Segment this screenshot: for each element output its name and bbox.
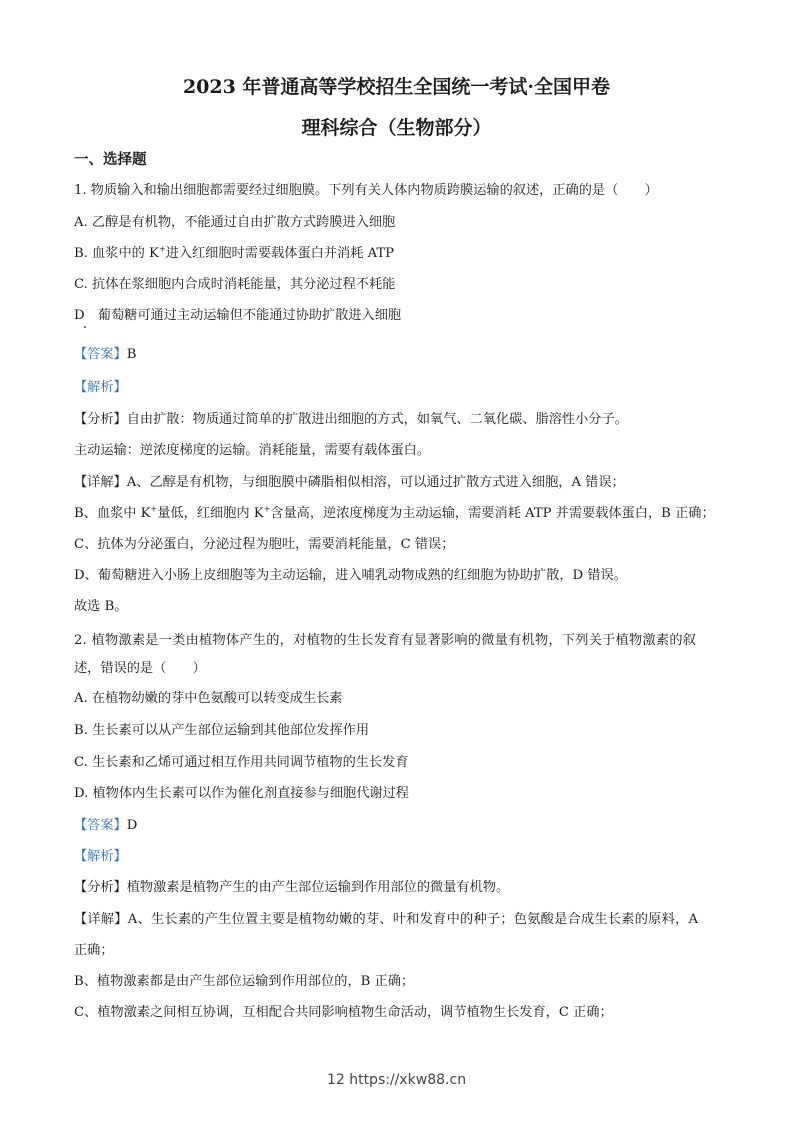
q2-stem-line1: 2. 植物激素是一类由植物体产生的，对植物的生长发育有显著影响的微量有机物，下列关于植物激素的叙 [74, 633, 697, 648]
detail-text: A、生长素的产生位置主要是植物幼嫩的芽、叶和发育中的种子；色氨酸是合成生长素的原料，A [127, 912, 699, 927]
q2-stem-line2: 述，错误的是（ ） [74, 661, 206, 676]
q2-detail-a-cont: 正确； [74, 943, 114, 958]
section-heading: 一、选择题 [74, 151, 147, 168]
fenxi-text: 自由扩散：物质通过简单的扩散进出细胞的方式，如氧气、二氧化碳、脂溶性小分子。 [126, 412, 628, 427]
q1-analysis-tag: 【解析】 [74, 380, 127, 395]
q1-detail-a [74, 474, 625, 492]
answer-tag: 【答案】 [74, 347, 127, 362]
q1-option-a: A. 乙醇是有机物，不能通过自由扩散方式跨膜进入细胞 [74, 215, 396, 230]
q2-option-a: A. 在植物幼嫩的芽中色氨酸可以转变成生长素 [74, 691, 343, 706]
q1-stem: 1. 物质输入和输出细胞都需要经过细胞膜。下列有关人体内物质跨膜运输的叙述，正确的是（ ） [74, 183, 658, 198]
detail-text: 量低，红细胞内 K [157, 506, 264, 521]
fenxi-text: 植物激素是植物产生的由产生部位运输到作用部位的微量有机物。 [126, 880, 510, 895]
q1-option-b-text-2: 进入红细胞时需要载体蛋白并消耗 ATP [165, 246, 395, 261]
superscript: + [263, 504, 271, 514]
q2-detail-b: B、植物激素都是由产生部位运输到作用部位的，B 正确； [74, 974, 415, 989]
q1-option-b-text: B. 血浆中的 K [74, 246, 159, 261]
page-subtitle: 理科综合（生物部分） [301, 117, 492, 139]
detail-text: A、乙醇是有机物，与细胞膜中磷脂相似相溶，可以通过扩散方式进入细胞，A 错误； [126, 475, 625, 490]
detail-text: B、血浆中 K [74, 506, 151, 521]
q1-answer [74, 346, 136, 364]
detail-text: 含量高，逆浓度梯度为主动运输，需要消耗 ATP 并需要载体蛋白，B 正确； [270, 506, 715, 521]
q1-active-transport: 主动运输：逆浓度梯度的运输。消耗能量，需要有载体蛋白。 [74, 443, 431, 458]
fenxi-tag: 【分析】 [74, 412, 127, 427]
xiangjie-tag: 【详解】 [74, 912, 128, 927]
q2-analysis-tag: 【解析】 [74, 849, 127, 864]
answer-tag: 【答案】 [74, 818, 127, 833]
q1-option-b [74, 245, 394, 263]
q2-detail-c: C、植物激素之间相互协调，互相配合共同影响植物生命活动，调节植物生长发育，C 正确； [74, 1005, 613, 1020]
q1-detail-b [74, 505, 715, 523]
q1-conclusion: 故选 B。 [74, 599, 128, 614]
punctuation-dot [84, 326, 86, 328]
q2-detail-a [74, 911, 698, 929]
q2-fenxi [74, 879, 509, 897]
q2-option-b: B. 生长素可以从产生部位运输到其他部位发挥作用 [74, 723, 370, 738]
xiangjie-tag: 【详解】 [74, 475, 127, 490]
q1-option-c: C. 抗体在浆细胞内合成时消耗能量，其分泌过程不耗能 [74, 277, 396, 292]
q1-detail-c: C、抗体为分泌蛋白，分泌过程为胞吐，需要消耗能量，C 错误； [74, 537, 455, 552]
fenxi-tag: 【分析】 [74, 880, 127, 895]
answer-value: D [126, 818, 138, 833]
q2-option-c: C. 生长素和乙烯可通过相互作用共同调节植物的生长发育 [74, 755, 409, 770]
q1-option-d: D 葡萄糖可通过主动运输但不能通过协助扩散进入细胞 [74, 308, 402, 323]
superscript: + [158, 244, 166, 254]
q2-option-d: D. 植物体内生长素可以作为催化剂直接参与细胞代谢过程 [74, 786, 409, 801]
page-footer: 12 https://xkw88.cn [326, 1072, 467, 1088]
q2-answer [74, 817, 137, 835]
q1-fenxi [74, 411, 628, 429]
page-title: 2023 年普通高等学校招生全国统一考试·全国甲卷 [182, 76, 611, 98]
q1-detail-d: D、葡萄糖进入小肠上皮细胞等为主动运输，进入哺乳动物成熟的红细胞为协助扩散，D 错误。 [74, 568, 627, 583]
answer-value: B [126, 347, 137, 362]
superscript: + [150, 504, 158, 514]
